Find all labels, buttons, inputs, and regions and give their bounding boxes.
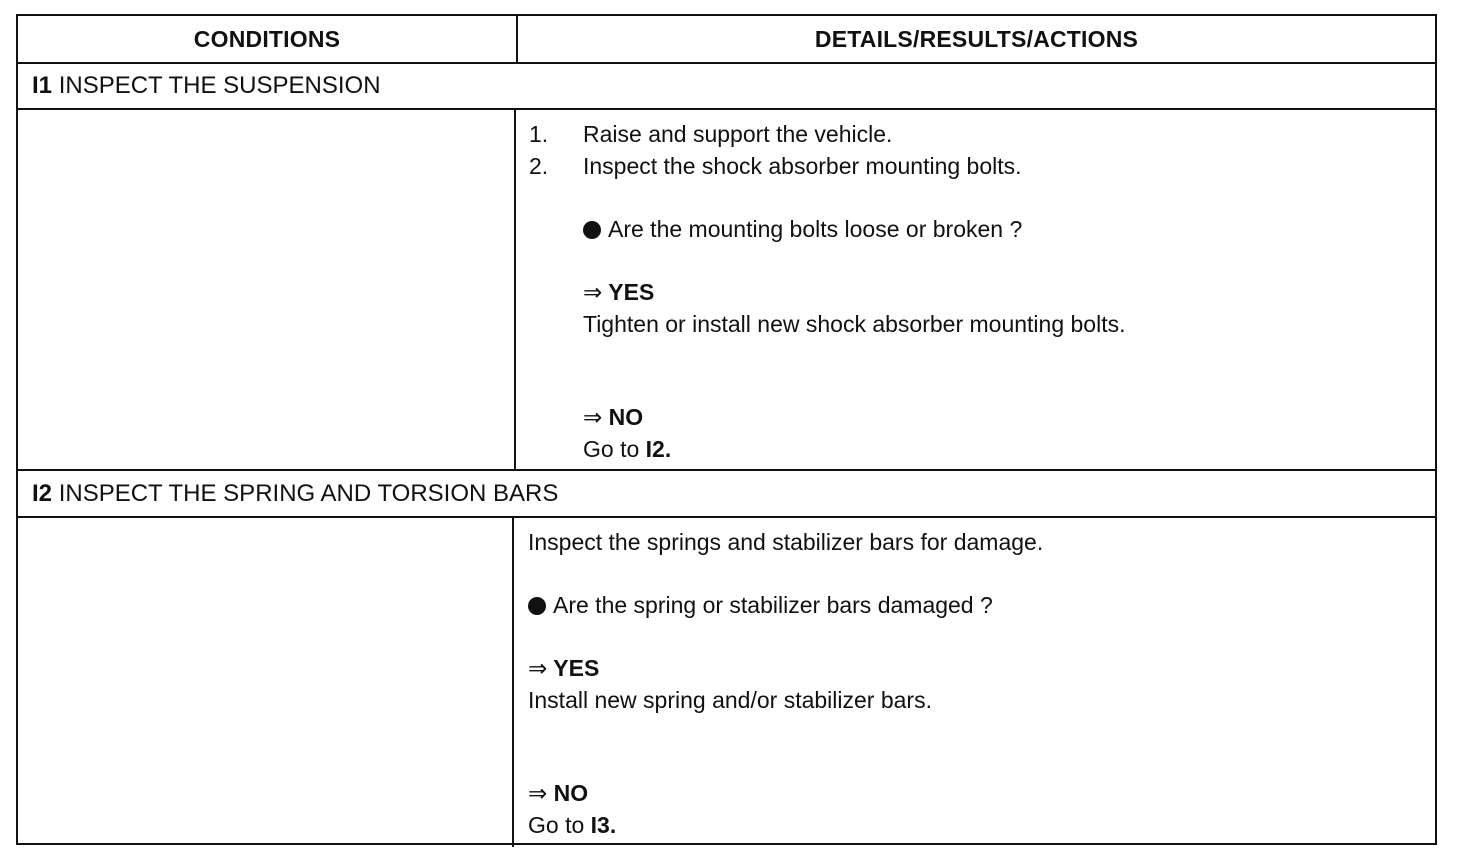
question-text: Are the mounting bolts loose or broken ? bbox=[608, 216, 1023, 242]
go-to-target: I2. bbox=[645, 436, 672, 462]
no-text: NO bbox=[553, 780, 589, 806]
go-to-target: I3. bbox=[590, 812, 617, 838]
yes-action-i2: Install new spring and/or stabilizer bars. bbox=[528, 687, 932, 713]
row-divider bbox=[18, 108, 1435, 110]
row-divider bbox=[18, 516, 1435, 518]
step-number: 1. bbox=[529, 121, 549, 147]
column-divider bbox=[514, 109, 516, 470]
section-title-text: INSPECT THE SUSPENSION bbox=[58, 72, 381, 99]
no-action-i2 bbox=[528, 814, 616, 837]
section-title-i1 bbox=[32, 72, 381, 100]
yes-label-i2 bbox=[528, 657, 599, 680]
question-i1 bbox=[583, 218, 1022, 241]
section-title-text: INSPECT THE SPRING AND TORSION BARS bbox=[58, 480, 559, 507]
arrow-right-icon: ⇒ bbox=[528, 655, 548, 681]
go-to-text: Go to bbox=[583, 436, 646, 462]
column-divider bbox=[516, 16, 518, 63]
no-label-i1 bbox=[583, 406, 643, 429]
no-label-i2 bbox=[528, 782, 588, 805]
diagnostic-table bbox=[16, 14, 1437, 845]
section-id: I2 bbox=[32, 480, 53, 507]
intro-text-i2: Inspect the springs and stabilizer bars for damage. bbox=[528, 529, 1044, 555]
bullet-icon bbox=[528, 597, 546, 615]
go-to-text: Go to bbox=[528, 812, 591, 838]
row-divider bbox=[18, 62, 1435, 64]
no-action-i1 bbox=[583, 438, 671, 461]
arrow-right-icon: ⇒ bbox=[583, 404, 603, 430]
step-number: 2. bbox=[529, 153, 549, 179]
question-text: Are the spring or stabilizer bars damaged ? bbox=[553, 592, 993, 618]
yes-action-i1: Tighten or install new shock absorber mounting bolts. bbox=[583, 311, 1126, 337]
step-text: Raise and support the vehicle. bbox=[583, 121, 893, 147]
arrow-right-icon: ⇒ bbox=[528, 780, 548, 806]
step-text: Inspect the shock absorber mounting bolts. bbox=[583, 153, 1022, 179]
yes-label-i1 bbox=[583, 281, 654, 304]
row-divider bbox=[18, 469, 1435, 471]
no-text: NO bbox=[608, 404, 644, 430]
column-divider bbox=[512, 517, 514, 847]
bullet-icon bbox=[583, 221, 601, 239]
arrow-right-icon: ⇒ bbox=[583, 279, 603, 305]
yes-text: YES bbox=[608, 279, 655, 305]
yes-text: YES bbox=[553, 655, 600, 681]
question-i2 bbox=[528, 594, 993, 617]
header-conditions: CONDITIONS bbox=[193, 25, 341, 52]
header-details: DETAILS/RESULTS/ACTIONS bbox=[814, 25, 1139, 52]
section-id: I1 bbox=[32, 72, 53, 99]
section-title-i2 bbox=[32, 480, 558, 508]
